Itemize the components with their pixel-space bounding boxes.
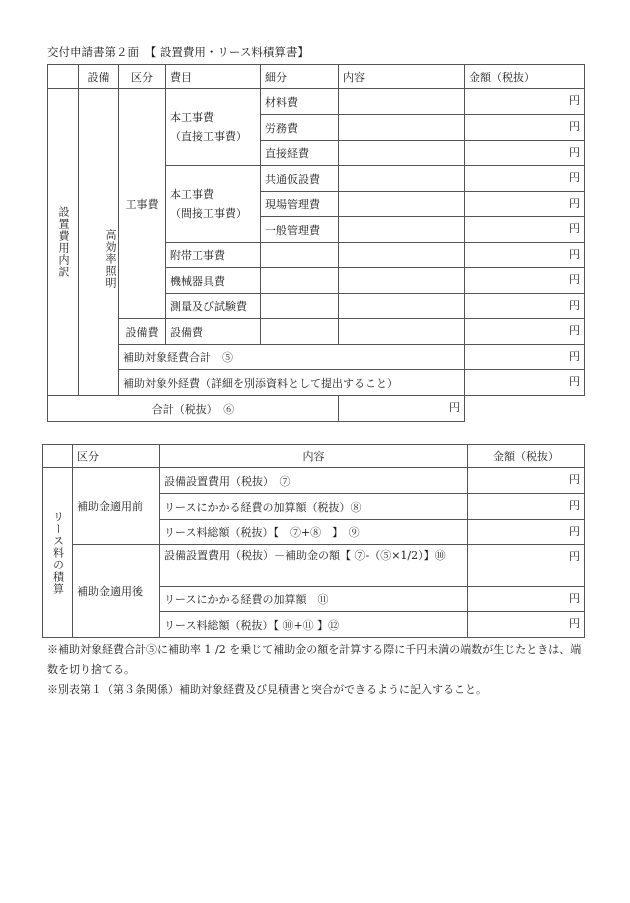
after-item-lease-total: リース料総額（税抜）【 ⑩+⑪ 】⑫ [160, 612, 468, 638]
after-item-installation-cost: 設備設置費用（税抜）－補助金の額【 ⑦-（⑤×1/2）】⑩ [160, 545, 468, 587]
document-title: 交付申請書第２面 【 設置費用・リース料積算書】 [47, 45, 309, 59]
amount-cell[interactable]: 円 [468, 587, 585, 612]
amount-cell[interactable]: 円 [465, 192, 585, 217]
subsidy-total-amount[interactable]: 円 [465, 345, 585, 370]
header-category: 区分 [73, 445, 160, 468]
amount-cell[interactable]: 円 [465, 115, 585, 141]
content-cell[interactable] [339, 89, 465, 115]
content-cell[interactable] [339, 294, 465, 319]
amount-cell[interactable]: 円 [465, 319, 585, 345]
header-content: 内容 [339, 65, 465, 89]
header-amount: 金額（税抜） [465, 65, 585, 89]
content-cell[interactable] [339, 243, 465, 268]
non-subsidy-amount[interactable]: 円 [465, 370, 585, 396]
note-rounding: ※補助対象経費合計⑤に補助率 1 /2 を乗じて補助金の額を計算する際に千円未満の端数が生じたときは、端数を切り捨てる。 [47, 643, 582, 676]
amount-cell[interactable]: 円 [465, 141, 585, 166]
table-row [43, 468, 585, 494]
group-label-installation-breakdown: 設置費用内訳 [48, 89, 79, 396]
subdivision-material: 材料費 [261, 89, 339, 115]
amount-cell[interactable]: 円 [465, 89, 585, 115]
table-row [43, 545, 585, 587]
subsidy-total-label: 補助対象経費合計 ⑤ [119, 345, 465, 370]
subdivision-labor: 労務費 [261, 115, 339, 141]
amount-cell[interactable]: 円 [465, 268, 585, 294]
lease-calculation-table [42, 444, 585, 638]
subdivision-empty [261, 319, 339, 345]
subdivision-general-management: 一般管理費 [261, 217, 339, 243]
grand-total-label: 合計（税抜） ⑥ [48, 396, 339, 422]
content-cell[interactable] [339, 319, 465, 345]
indirect-label-line2: （間接工事費） [170, 207, 247, 220]
direct-label-line1: 本工事費 [170, 111, 214, 124]
before-item-lease-total: リース料総額（税抜）【 ⑦+⑧ 】 ⑨ [160, 520, 468, 545]
subdivision-empty [261, 243, 339, 268]
content-cell[interactable] [339, 268, 465, 294]
notes-section [47, 640, 587, 700]
amount-cell[interactable]: 円 [468, 612, 585, 638]
content-cell[interactable] [339, 115, 465, 141]
direct-construction-label [166, 89, 261, 166]
before-item-installation-cost: 設備設置費用（税抜） ⑦ [160, 468, 468, 494]
header-expense-item: 費目 [166, 65, 261, 89]
before-subsidy-label: 補助金適用前 [73, 468, 160, 545]
amount-cell[interactable]: 円 [465, 243, 585, 268]
amount-cell[interactable]: 円 [468, 494, 585, 520]
header-category: 区分 [119, 65, 166, 89]
amount-cell[interactable]: 円 [468, 468, 585, 494]
table-row [48, 396, 585, 422]
header-amount: 金額（税抜） [468, 445, 585, 468]
table-row [48, 345, 585, 370]
amount-cell[interactable]: 円 [468, 545, 585, 587]
content-cell[interactable] [339, 192, 465, 217]
table-row [48, 370, 585, 396]
table-header-row [43, 445, 585, 468]
expense-ancillary-work: 附帯工事費 [166, 243, 261, 268]
note-cross-reference: ※別表第１（第３条関係）補助対象経費及び見積書と突合ができるように記入すること。 [47, 683, 487, 696]
table-header-row [48, 65, 585, 89]
before-item-lease-expense: リースにかかる経費の加算額（税抜）⑧ [160, 494, 468, 520]
table-row [48, 319, 585, 345]
grand-total-amount[interactable]: 円 [339, 396, 465, 422]
amount-cell[interactable]: 円 [468, 520, 585, 545]
amount-cell[interactable]: 円 [465, 217, 585, 243]
subdivision-empty [261, 294, 339, 319]
indirect-label-line1: 本工事費 [170, 188, 214, 201]
expense-machinery: 機械器具費 [166, 268, 261, 294]
header-subdivision: 細分 [261, 65, 339, 89]
equipment-label: 高効率照明 [79, 89, 119, 396]
installation-cost-table [47, 64, 585, 422]
indirect-construction-label [166, 166, 261, 243]
non-subsidy-label: 補助対象外経費（詳細を別添資料として提出すること） [119, 370, 465, 396]
subdivision-site-management: 現場管理費 [261, 192, 339, 217]
expense-survey-testing: 測量及び試験費 [166, 294, 261, 319]
content-cell[interactable] [339, 141, 465, 166]
group-label-lease-calculation: リース料の積算 [43, 468, 73, 638]
header-blank [43, 445, 73, 468]
amount-cell[interactable]: 円 [465, 166, 585, 192]
header-blank [48, 65, 79, 89]
subdivision-common-temporary: 共通仮設費 [261, 166, 339, 192]
table-row [48, 89, 585, 115]
header-equipment: 設備 [79, 65, 119, 89]
category-construction: 工事費 [119, 89, 166, 319]
subdivision-empty [261, 268, 339, 294]
expense-equipment: 設備費 [166, 319, 261, 345]
after-item-lease-expense: リースにかかる経費の加算額 ⑪ [160, 587, 468, 612]
content-cell[interactable] [339, 217, 465, 243]
after-subsidy-label: 補助金適用後 [73, 545, 160, 638]
category-equipment: 設備費 [119, 319, 166, 345]
direct-label-line2: （直接工事費） [170, 130, 247, 143]
subdivision-direct-expense: 直接経費 [261, 141, 339, 166]
amount-cell[interactable]: 円 [465, 294, 585, 319]
header-content: 内容 [160, 445, 468, 468]
content-cell[interactable] [339, 166, 465, 192]
